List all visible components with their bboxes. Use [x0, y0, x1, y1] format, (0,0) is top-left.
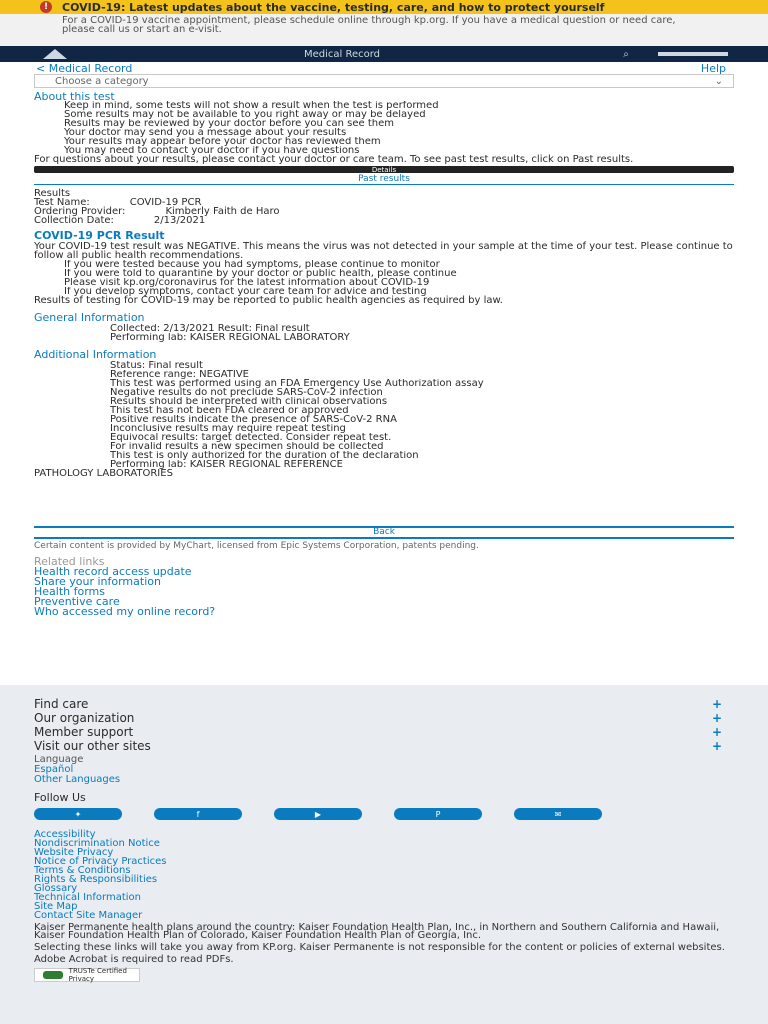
related-link[interactable]: Who accessed my online record?	[34, 605, 216, 618]
list-item[interactable]: • Please visit kp.org/coronavirus for the latest information about COVID-19	[64, 278, 734, 287]
plus-icon: +	[711, 711, 722, 725]
list-item: • Keep in mind, some tests will not show a result when the test is performed	[64, 101, 734, 110]
related-link[interactable]: Health forms	[34, 585, 105, 598]
additional-info-block	[0, 361, 768, 469]
info-line: Reference range: NEGATIVE	[110, 370, 249, 379]
additional-info-title: Additional Information	[34, 348, 157, 361]
plus-icon: +	[711, 697, 722, 711]
email-icon[interactable]: ✉	[514, 808, 602, 820]
covid-outro: Results of testing for COVID-19 may be reported to public health agencies as required by law.	[34, 295, 503, 306]
accordion-member-support[interactable]	[34, 725, 728, 739]
accordion-find-care[interactable]	[34, 697, 728, 711]
past-results-link[interactable]: Past results	[34, 175, 734, 185]
related-links	[0, 551, 768, 617]
table-row	[34, 198, 734, 207]
list-item: • Your results may appear before your doctor has reviewed them	[64, 137, 734, 146]
youtube-icon[interactable]: ▶	[274, 808, 362, 820]
covid-intro: Your COVID-19 test result was NEGATIVE. This means the virus was not detected in your sample at the time of your test. Please continue to follow all public health recommendations.	[34, 241, 733, 261]
covid-result-title: COVID-19 PCR Result	[34, 229, 165, 242]
language-link-other[interactable]: Other Languages	[34, 774, 121, 785]
footer-link[interactable]: Nondiscrimination Notice	[34, 838, 160, 849]
results-label: Results	[34, 188, 71, 199]
category-select[interactable]	[34, 74, 734, 88]
table-row	[34, 207, 734, 216]
language-link-spanish[interactable]: Español	[34, 764, 74, 775]
list-item: • You may need to contact your doctor if you have questions	[64, 146, 734, 155]
accordion-label: Visit our other sites	[34, 739, 151, 753]
covid-list	[34, 260, 734, 296]
covid-banner[interactable]	[0, 0, 768, 14]
plus-icon: +	[711, 725, 722, 739]
list-item: • Your doctor may send you a message about your results	[64, 128, 734, 137]
info-line: Status: Final result	[110, 361, 203, 370]
follow-label: Follow Us	[34, 791, 86, 804]
table-row	[34, 216, 734, 225]
accordion-label: Our organization	[34, 711, 135, 725]
footer-link[interactable]: Contact Site Manager	[34, 910, 143, 921]
twitter-icon[interactable]: ✦	[34, 808, 122, 820]
footer-link[interactable]: Site Map	[34, 901, 78, 912]
footer-link[interactable]: Accessibility	[34, 829, 96, 840]
info-line: Equivocal results: target detected. Consider repeat test.	[110, 433, 392, 442]
about-title: About this test	[34, 90, 115, 103]
facebook-icon[interactable]: f	[154, 808, 242, 820]
footer-link[interactable]: Website Privacy	[34, 847, 114, 858]
result-key: Test Name:	[34, 197, 90, 208]
logo-icon	[43, 49, 67, 59]
info-line: This test is only authorized for the duration of the declaration	[110, 451, 419, 460]
list-item: • Some results may not be available to you right away or may be delayed	[64, 110, 734, 119]
result-value: 2/13/2021	[153, 215, 206, 226]
related-link[interactable]: Health record access update	[34, 565, 192, 578]
info-line: Negative results do not preclude SARS-CoV-2 infection	[110, 388, 383, 397]
top-navbar	[0, 46, 768, 62]
list-item: • Results may be reviewed by your doctor before you can see them	[64, 119, 734, 128]
kp-logo[interactable]	[40, 49, 70, 59]
truste-badge[interactable]	[34, 968, 140, 982]
accordion-other-sites[interactable]	[34, 739, 728, 753]
social-buttons	[0, 804, 768, 820]
info-line: This test was performed using an FDA Emergency Use Authorization assay	[110, 379, 484, 388]
result-value: COVID-19 PCR	[129, 197, 202, 208]
menu-button[interactable]	[658, 52, 728, 56]
category-select-value: Choose a category	[55, 75, 149, 87]
breadcrumb	[0, 62, 768, 74]
nav-title: Medical Record	[303, 48, 381, 60]
footer-accordion	[0, 685, 768, 753]
about-footer: For questions about your results, please contact your doctor or care team. To see past test results, click on Past results.	[34, 154, 634, 165]
related-link[interactable]: Preventive care	[34, 595, 120, 608]
language-label: Language	[34, 754, 84, 765]
info-line: Positive results indicate the presence of SARS-CoV-2 RNA	[110, 415, 397, 424]
adobe-notice[interactable]: Adobe Acrobat is required to read PDFs.	[34, 954, 234, 965]
back-button[interactable]: Back	[34, 526, 734, 539]
additional-info-footer: PATHOLOGY LABORATORIES	[34, 468, 173, 479]
related-title: Related links	[34, 555, 105, 568]
results-section	[0, 185, 768, 225]
footer-link[interactable]: Glossary	[34, 883, 78, 894]
back-to-medical-record-link[interactable]: < Medical Record	[36, 62, 133, 75]
help-link[interactable]: Help	[700, 62, 726, 75]
covid-result-body	[0, 242, 768, 305]
related-link[interactable]: Share your information	[34, 575, 161, 588]
accordion-label: Member support	[34, 725, 134, 739]
accordion-label: Find care	[34, 697, 89, 711]
footer-links	[0, 820, 768, 920]
result-value: Kimberly Faith de Haro	[165, 206, 280, 217]
external-links-notice: Selecting these links will take you away from KP.org. Kaiser Permanente is not responsible for the content or policies of external websites.	[34, 942, 725, 953]
info-line: Collected: 2/13/2021 Result: Final result	[110, 324, 310, 333]
plus-icon: +	[711, 739, 722, 753]
notice: For a COVID-19 vaccine appointment, please schedule online through kp.org. If you have a medical question or need care, please call us or start an e-visit.	[0, 14, 768, 46]
chevron-down-icon: ⌄	[714, 75, 723, 87]
info-line: This test has not been FDA cleared or approved	[110, 406, 349, 415]
accordion-our-organization[interactable]	[34, 711, 728, 725]
search-icon[interactable]: ⌕	[623, 48, 629, 60]
list-item: • If you develop symptoms, contact your care team for advice and testing	[64, 287, 734, 296]
info-line: Inconclusive results may require repeat testing	[110, 424, 346, 433]
info-line: Performing lab: KAISER REGIONAL REFERENCE	[110, 460, 343, 469]
badge-label: TRUSTe Certified Privacy	[68, 967, 127, 983]
epic-disclaimer: Certain content is provided by MyChart, licensed from Epic Systems Corporation, patents pending.	[34, 541, 479, 551]
footer-link[interactable]: Notice of Privacy Practices	[34, 856, 167, 867]
result-key: Collection Date:	[34, 215, 114, 226]
info-line: Performing lab: KAISER REGIONAL LABORATORY	[110, 333, 350, 342]
footer-link[interactable]: Terms & Conditions	[34, 865, 131, 876]
pinterest-icon[interactable]: P	[394, 808, 482, 820]
result-key: Ordering Provider:	[34, 206, 126, 217]
language-section	[0, 753, 768, 785]
footer-link[interactable]: Technical Information	[34, 892, 141, 903]
legal-text: Kaiser Permanente health plans around the country: Kaiser Foundation Health Plan, Inc., in Northern and Southern California and Hawaii, Kaiser Foundation Health Plan of Colorado, Kaiser Foundation Health Plan of Georgia, Inc.	[34, 922, 720, 941]
list-item: • If you were tested because you had symptoms, please continue to monitor	[64, 260, 734, 269]
alert-icon: !	[40, 1, 52, 13]
truste-icon	[43, 971, 63, 979]
details-bar[interactable]: Details	[34, 166, 734, 173]
about-section	[0, 88, 768, 164]
banner-text: COVID-19: Latest updates about the vaccine, testing, care, and how to protect yourself	[62, 0, 605, 14]
list-item: • If you were told to quarantine by your doctor or public health, please continue	[64, 269, 734, 278]
general-info-block	[0, 324, 768, 342]
general-info-title: General Information	[34, 311, 145, 324]
info-line: Results should be interpreted with clinical observations	[110, 397, 388, 406]
info-line: For invalid results a new specimen should be collected	[110, 442, 384, 451]
about-list	[34, 101, 734, 155]
footer-link[interactable]: Rights & Responsibilities	[34, 874, 158, 885]
site-footer	[0, 685, 768, 1024]
